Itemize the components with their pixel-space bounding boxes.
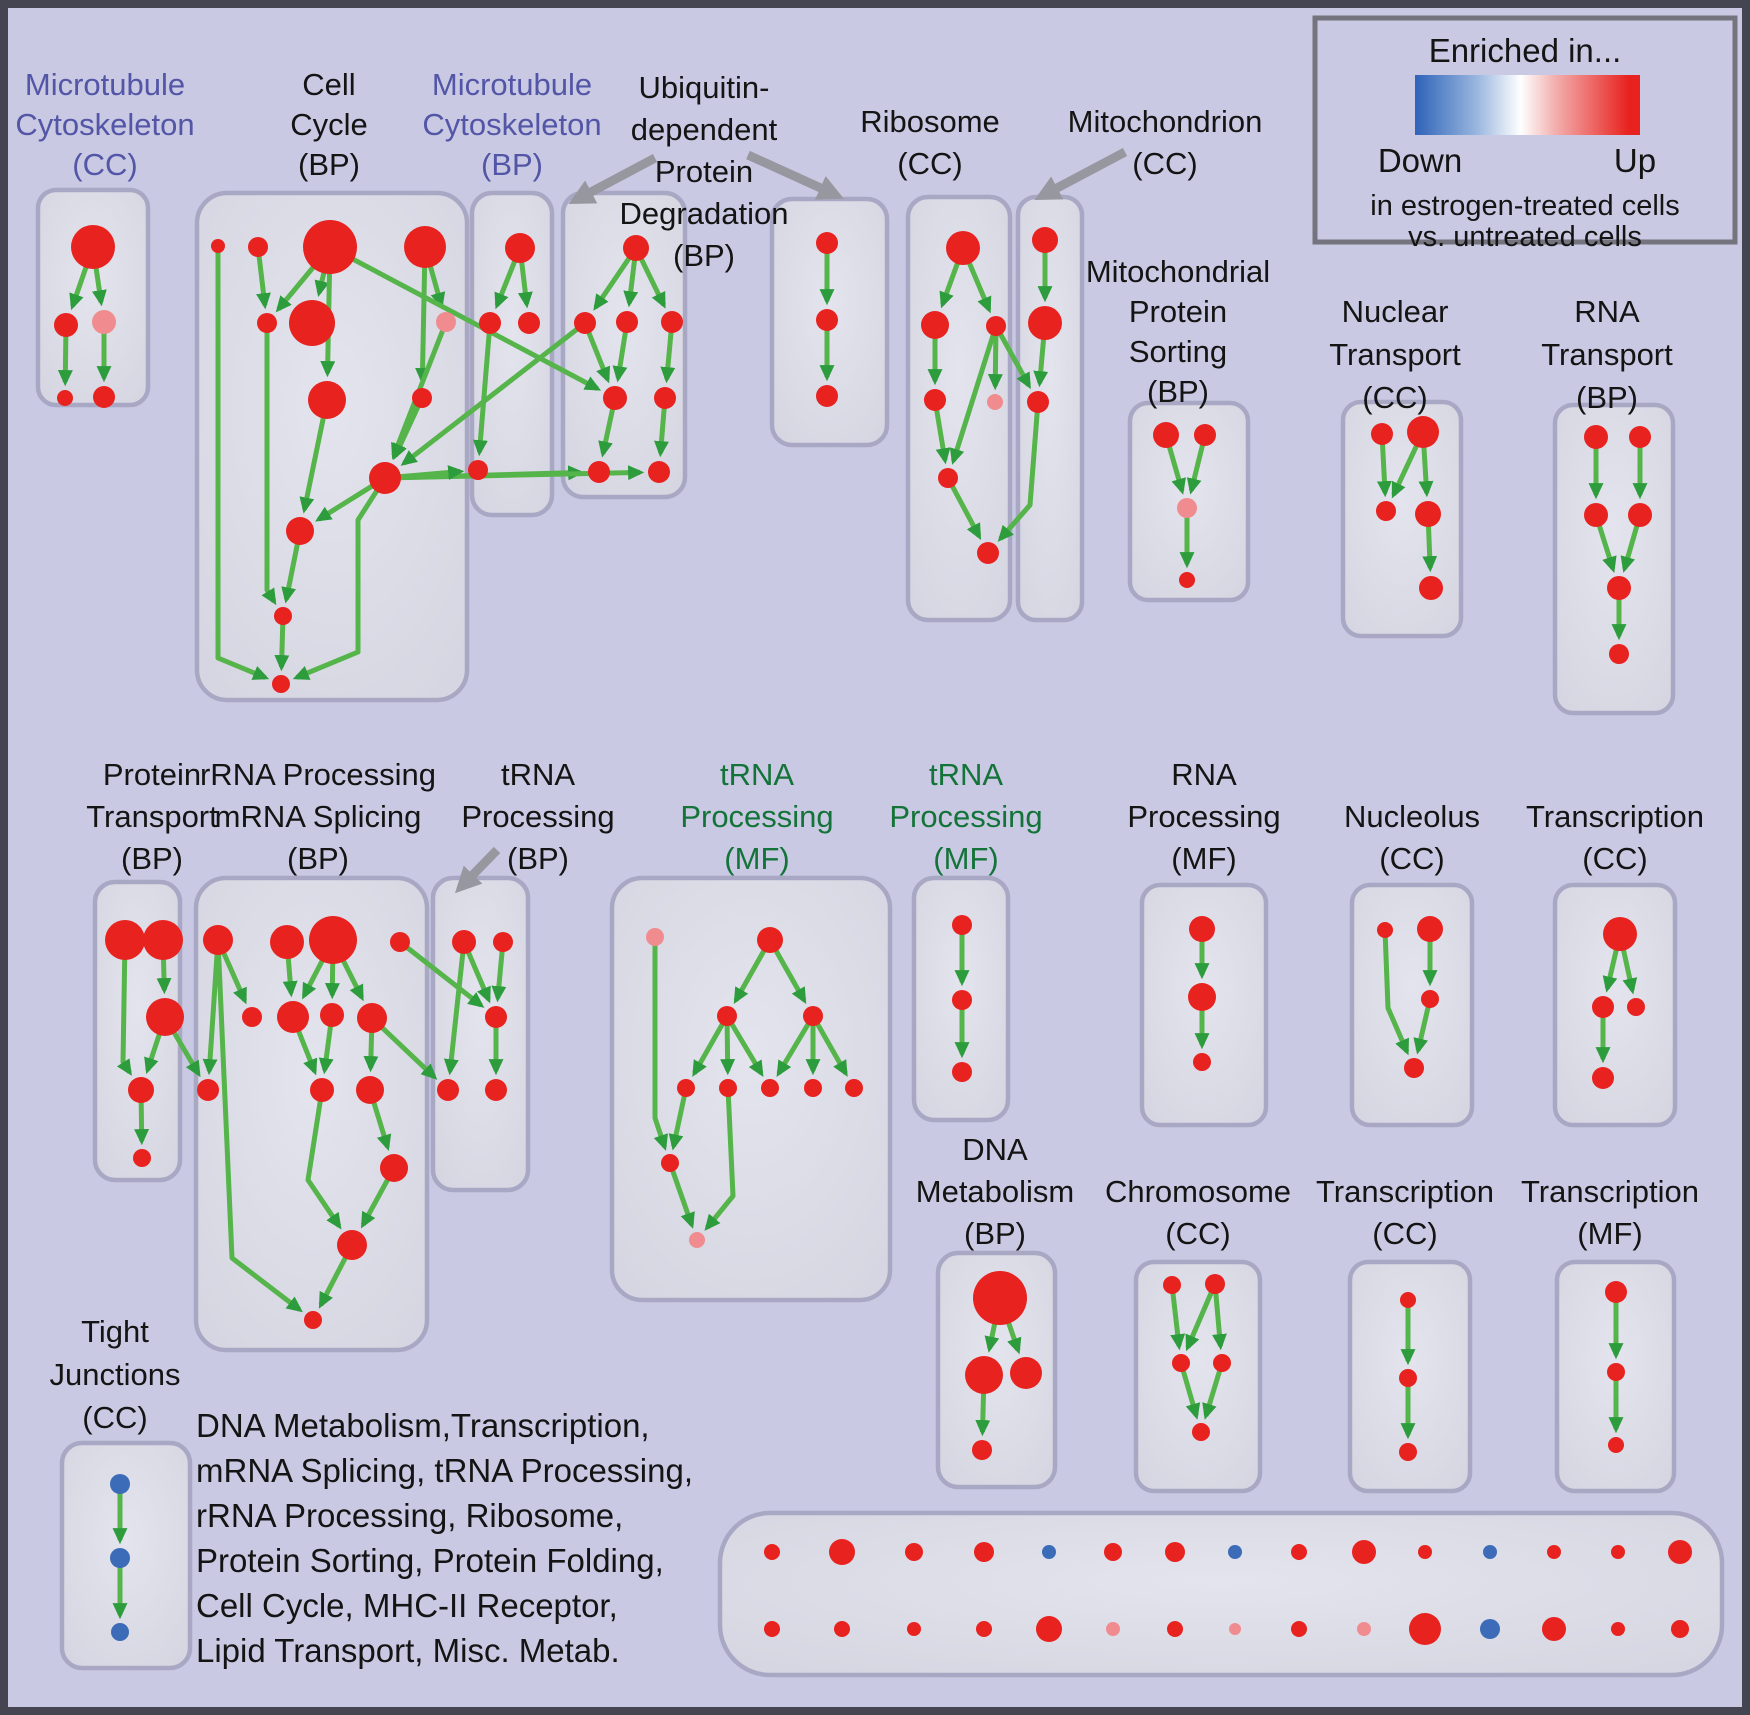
legend-title: Enriched in...: [1428, 32, 1622, 69]
strip-top-node-10: [1418, 1545, 1432, 1559]
nuclear-transport-cc-node-0: [1371, 423, 1393, 445]
transcription-cc-b-node-2: [1399, 1443, 1417, 1461]
ubiquitin-degradation-bp-node-0: [623, 235, 649, 261]
rrna-mrna-bp-node-9: [310, 1078, 334, 1102]
strip-top-node-2: [905, 1543, 923, 1561]
protein-transport-bp-node-3: [128, 1077, 154, 1103]
cell-cycle-bp-node-12: [272, 675, 290, 693]
transcription-cc-b-node-1: [1399, 1369, 1417, 1387]
rrna-mrna-bp-label: rRNA Processing mRNA Splicing (BP): [199, 757, 437, 876]
rna-processing-mf-node-1: [1188, 983, 1216, 1011]
transcription-mf-label: Transcription (MF): [1520, 1174, 1700, 1251]
transcription-mf-node-1: [1607, 1363, 1625, 1381]
strip-bottom-node-5: [1106, 1622, 1120, 1636]
ribosome-cc-node-0: [946, 231, 980, 265]
rrna-mrna-bp-node-8: [197, 1079, 219, 1101]
trna-processing-mf-a-node-7: [804, 1079, 822, 1097]
mito-protein-sorting-bp-node-3: [1179, 572, 1195, 588]
mt-cytoskeleton-cc-node-0: [71, 225, 115, 269]
rna-transport-bp-node-3: [1628, 503, 1652, 527]
strip-bottom-node-14: [1671, 1620, 1689, 1638]
mt-cytoskeleton-bp-label: Microtubule Cytoskeleton (BP): [422, 67, 602, 182]
protein-transport-bp-label: Protein Transport (BP): [86, 757, 218, 876]
strip-bottom-node-8: [1291, 1621, 1307, 1637]
protein-transport-bp-node-0: [105, 920, 145, 960]
ubiquitin-degradation-bp-2-node-0: [816, 232, 838, 254]
mt-cytoskeleton-bp-node-3: [468, 460, 488, 480]
chromosome-cc-node-1: [1205, 1274, 1225, 1294]
chromosome-cc-label: Chromosome (CC): [1104, 1174, 1292, 1251]
rrna-mrna-bp-node-5: [277, 1001, 309, 1033]
nuclear-transport-cc-node-4: [1419, 576, 1443, 600]
protein-transport-bp-node-2: [146, 998, 184, 1036]
legend-up-label: Up: [1613, 142, 1657, 179]
transcription-cc-b-node-0: [1400, 1292, 1416, 1308]
trna-processing-mf-a-node-8: [845, 1079, 863, 1097]
strip-bottom-node-9: [1357, 1622, 1371, 1636]
ubiquitin-degradation-bp-node-2: [616, 311, 638, 333]
trna-processing-bp-node-2: [485, 1006, 507, 1028]
rna-transport-bp-node-1: [1629, 426, 1651, 448]
nucleolus-cc-node-0: [1377, 922, 1393, 938]
legend-subtitle-2: vs. untreated cells: [1408, 221, 1642, 253]
cell-cycle-bp-node-7: [308, 381, 346, 419]
strip-bottom-node-11: [1480, 1619, 1500, 1639]
chromosome-cc-node-2: [1172, 1354, 1190, 1372]
nucleolus-cc-node-2: [1421, 990, 1439, 1008]
strip-bottom-node-7: [1229, 1623, 1241, 1635]
chromosome-cc-node-0: [1163, 1276, 1181, 1294]
ribosome-cc-label: Ribosome (CC): [860, 104, 1000, 181]
mt-cytoskeleton-bp-node-1: [479, 312, 501, 334]
rrna-mrna-bp-node-11: [380, 1154, 408, 1182]
nuclear-transport-cc-node-2: [1376, 501, 1396, 521]
cell-cycle-bp-node-6: [436, 312, 456, 332]
trna-processing-bp-label: tRNA Processing (BP): [461, 757, 615, 876]
rna-transport-bp-node-0: [1584, 425, 1608, 449]
misc-category-line-5: Lipid Transport, Misc. Metab.: [196, 1632, 620, 1669]
ribosome-cc-node-3: [924, 389, 946, 411]
cell-cycle-bp-node-0: [211, 239, 225, 253]
ribosome-cc-node-4: [987, 394, 1003, 410]
rrna-mrna-bp-node-10: [356, 1076, 384, 1104]
rna-transport-bp-node-5: [1609, 644, 1629, 664]
trna-processing-bp-node-0: [452, 930, 476, 954]
trna-processing-bp-box: [433, 878, 528, 1190]
trna-processing-mf-a-node-10: [689, 1232, 705, 1248]
trna-processing-mf-b-label: tRNA Processing (MF): [889, 757, 1043, 876]
misc-category-line-2: rRNA Processing, Ribosome,: [196, 1497, 624, 1534]
mt-cytoskeleton-cc-node-1: [54, 313, 78, 337]
mitochondrion-cc-node-2: [1027, 391, 1049, 413]
tight-junctions-cc-node-0: [110, 1474, 130, 1494]
protein-transport-bp-node-4: [133, 1149, 151, 1167]
mitochondrion-cc-node-0: [1032, 227, 1058, 253]
trna-processing-mf-a-node-6: [761, 1079, 779, 1097]
transcription-cc-a-node-1: [1592, 996, 1614, 1018]
nucleolus-cc-box: [1352, 885, 1472, 1125]
ubiquitin-degradation-bp-2-node-2: [816, 385, 838, 407]
cell-cycle-bp-node-9: [369, 462, 401, 494]
dna-metabolism-bp-node-2: [1010, 1357, 1042, 1389]
protein-transport-bp-node-1: [143, 920, 183, 960]
tight-junctions-cc-label: Tight Junctions (CC): [49, 1314, 181, 1435]
ubiquitin-degradation-bp-2-node-1: [816, 309, 838, 331]
mt-cytoskeleton-cc-node-3: [57, 390, 73, 406]
ribosome-cc-node-1: [921, 311, 949, 339]
nucleolus-cc-node-3: [1404, 1058, 1424, 1078]
trna-processing-mf-a-node-4: [677, 1079, 695, 1097]
misc-category-line-1: mRNA Splicing, tRNA Processing,: [196, 1452, 694, 1489]
mt-cytoskeleton-bp-node-2: [518, 312, 540, 334]
ubiquitin-degradation-bp-node-5: [654, 387, 676, 409]
trna-processing-mf-b-node-2: [952, 1062, 972, 1082]
transcription-mf-node-2: [1608, 1437, 1624, 1453]
nucleolus-cc-label: Nucleolus (CC): [1343, 799, 1481, 876]
ubiquitin-degradation-bp-node-4: [603, 386, 627, 410]
strip-top-node-12: [1547, 1545, 1561, 1559]
trna-processing-mf-a-node-2: [717, 1006, 737, 1026]
chromosome-cc-node-4: [1192, 1423, 1210, 1441]
strip-top-node-5: [1104, 1543, 1122, 1561]
trna-processing-bp-node-4: [485, 1079, 507, 1101]
strip-top-node-14: [1668, 1540, 1692, 1564]
mitochondrion-cc-node-1: [1028, 306, 1062, 340]
strip-bottom-node-0: [764, 1621, 780, 1637]
legend-subtitle-1: in estrogen-treated cells: [1370, 190, 1680, 222]
legend-down-label: Down: [1377, 142, 1463, 179]
legend-gradient-bar: [1415, 75, 1640, 135]
mt-cytoskeleton-cc-label: Microtubule Cytoskeleton (CC): [15, 67, 195, 182]
rna-transport-bp-box: [1555, 405, 1673, 713]
tight-junctions-cc-node-2: [111, 1623, 129, 1641]
chromosome-cc-box: [1136, 1262, 1260, 1491]
cell-cycle-bp-node-10: [286, 517, 314, 545]
nuclear-transport-cc-node-3: [1415, 501, 1441, 527]
cell-cycle-bp-node-1: [248, 237, 268, 257]
cell-cycle-bp-node-2: [303, 220, 357, 274]
rna-processing-mf-label: RNA Processing (MF): [1127, 757, 1281, 876]
rrna-mrna-bp-node-12: [337, 1230, 367, 1260]
mito-protein-sorting-bp-node-1: [1194, 424, 1216, 446]
rrna-mrna-bp-node-0: [203, 925, 233, 955]
ribosome-cc-node-5: [938, 468, 958, 488]
rrna-mrna-bp-node-1: [270, 925, 304, 959]
transcription-cc-a-label: Transcription (CC): [1525, 799, 1705, 876]
mt-cytoskeleton-cc-node-2: [92, 310, 116, 334]
ribosome-cc-node-6: [977, 542, 999, 564]
nuclear-transport-cc-box: [1343, 402, 1461, 636]
chromosome-cc-node-3: [1213, 1354, 1231, 1372]
rna-transport-bp-node-4: [1607, 576, 1631, 600]
cell-cycle-bp-node-4: [257, 313, 277, 333]
rna-processing-mf-node-2: [1193, 1053, 1211, 1071]
nuclear-transport-cc-node-1: [1407, 416, 1439, 448]
strip-bottom-node-1: [834, 1621, 850, 1637]
ribosome-cc-node-2: [986, 316, 1006, 336]
rna-transport-bp-label: RNA Transport (BP): [1541, 294, 1673, 415]
strip-bottom-node-12: [1542, 1617, 1566, 1641]
rrna-mrna-bp-node-13: [304, 1311, 322, 1329]
trna-processing-mf-a-node-9: [661, 1154, 679, 1172]
trna-processing-mf-a-node-0: [646, 928, 664, 946]
cell-cycle-bp-node-5: [289, 300, 335, 346]
cell-cycle-bp-label: Cell Cycle (BP): [290, 67, 368, 182]
strip-bottom-node-6: [1167, 1621, 1183, 1637]
nucleolus-cc-node-1: [1417, 916, 1443, 942]
trna-processing-bp-node-1: [493, 932, 513, 952]
strip-top-node-11: [1483, 1545, 1497, 1559]
rrna-mrna-bp-node-3: [390, 932, 410, 952]
mito-protein-sorting-bp-label: Mitochondrial Protein Sorting (BP): [1085, 254, 1271, 409]
mitochondrion-cc-label: Mitochondrion (CC): [1067, 104, 1263, 181]
mt-cytoskeleton-cc-node-4: [93, 386, 115, 408]
nuclear-transport-cc-label: Nuclear Transport (CC): [1329, 294, 1461, 415]
rna-transport-bp-node-2: [1584, 503, 1608, 527]
strip-bottom-node-13: [1611, 1622, 1625, 1636]
strip-bottom-node-10: [1409, 1613, 1441, 1645]
mt-cytoskeleton-bp-node-0: [505, 233, 535, 263]
trna-processing-mf-a-node-3: [803, 1006, 823, 1026]
ubiquitin-degradation-bp-node-1: [574, 312, 596, 334]
strip-top-node-6: [1165, 1542, 1185, 1562]
trna-processing-mf-a-label: tRNA Processing (MF): [680, 757, 834, 876]
trna-processing-mf-b-node-0: [952, 915, 972, 935]
transcription-cc-a-node-3: [1592, 1067, 1614, 1089]
strip-top-node-3: [974, 1542, 994, 1562]
mitochondrion-cc-box: [1018, 197, 1082, 620]
ubiquitin-degradation-bp-node-7: [648, 461, 670, 483]
transcription-cc-a-node-0: [1603, 917, 1637, 951]
transcription-mf-node-0: [1605, 1281, 1627, 1303]
mt-cytoskeleton-cc-box: [38, 190, 148, 405]
dna-metabolism-bp-node-3: [972, 1440, 992, 1460]
strip-top-node-1: [829, 1539, 855, 1565]
dna-metabolism-bp-node-0: [973, 1271, 1027, 1325]
trna-processing-mf-a-node-1: [757, 927, 783, 953]
strip-top-node-7: [1228, 1545, 1242, 1559]
tight-junctions-cc-node-1: [110, 1548, 130, 1568]
dna-metabolism-bp-label: DNA Metabolism (BP): [915, 1132, 1075, 1251]
ubiquitin-degradation-bp-label: Ubiquitin-dependent Protein Degradation (BP): [619, 70, 789, 273]
misc-category-line-4: Cell Cycle, MHC-II Receptor,: [196, 1587, 618, 1624]
misc-strip-box: [720, 1513, 1722, 1675]
misc-category-line-3: Protein Sorting, Protein Folding,: [196, 1542, 664, 1579]
rrna-mrna-bp-node-6: [320, 1003, 344, 1027]
ubiquitin-degradation-bp-node-6: [588, 461, 610, 483]
strip-top-node-9: [1352, 1540, 1376, 1564]
cell-cycle-bp-node-8: [412, 388, 432, 408]
strip-bottom-node-2: [907, 1622, 921, 1636]
rrna-mrna-bp-node-2: [309, 916, 357, 964]
transcription-cc-b-label: Transcription (CC): [1315, 1174, 1495, 1251]
mito-protein-sorting-bp-node-2: [1177, 498, 1197, 518]
mito-protein-sorting-bp-node-0: [1153, 422, 1179, 448]
trna-processing-mf-b-node-1: [952, 990, 972, 1010]
misc-category-line-0: DNA Metabolism,Transcription,: [196, 1407, 650, 1444]
cell-cycle-bp-node-3: [404, 226, 446, 268]
strip-bottom-node-4: [1036, 1616, 1062, 1642]
strip-top-node-13: [1611, 1545, 1625, 1559]
transcription-cc-a-node-2: [1627, 998, 1645, 1016]
cell-cycle-bp-node-11: [274, 607, 292, 625]
rrna-mrna-bp-node-7: [357, 1003, 387, 1033]
strip-top-node-0: [764, 1544, 780, 1560]
legend: [1315, 18, 1735, 253]
strip-top-node-4: [1042, 1545, 1056, 1559]
rrna-mrna-bp-node-4: [242, 1007, 262, 1027]
strip-bottom-node-3: [976, 1621, 992, 1637]
trna-processing-mf-a-node-5: [719, 1079, 737, 1097]
trna-processing-bp-node-3: [437, 1079, 459, 1101]
ubiquitin-degradation-bp-node-3: [661, 311, 683, 333]
rna-processing-mf-node-0: [1189, 916, 1215, 942]
dna-metabolism-bp-node-1: [965, 1356, 1003, 1394]
strip-top-node-8: [1291, 1544, 1307, 1560]
